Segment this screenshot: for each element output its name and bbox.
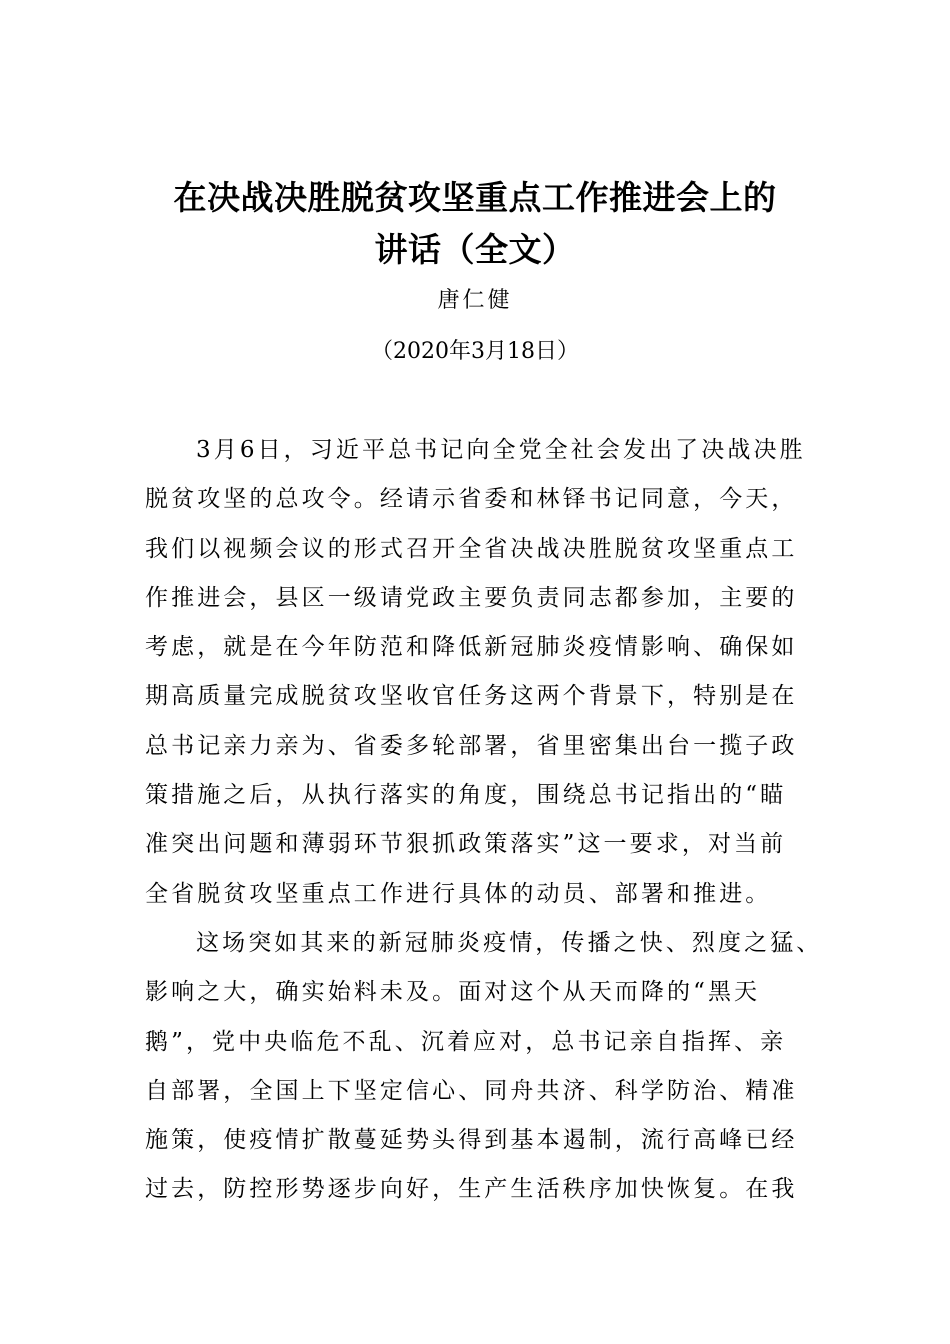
body-line: 脱贫攻坚的总攻令。经请示省委和林铎书记同意，今天， [145, 486, 798, 513]
body-line: 自部署，全国上下坚定信心、同舟共济、科学防治、精准 [145, 1077, 798, 1104]
body-line: 策措施之后，从执行落实的角度，围绕总书记指出的“瞄 [145, 782, 787, 809]
body-line: 考虑，就是在今年防范和降低新冠肺炎疫情影响、确保如 [145, 634, 798, 661]
author-name: 唐仁健 [437, 288, 513, 313]
body-line: 我们以视频会议的形式召开全省决战决胜脱贫攻坚重点工 [145, 535, 798, 562]
body-line: 鹅”，党中央临危不乱、沉着应对，总书记亲自指挥、亲 [145, 1028, 787, 1055]
document-title [140, 172, 810, 276]
body-line: 这场突如其来的新冠肺炎疫情，传播之快、烈度之猛、 [196, 929, 823, 956]
title-line-2: 讲话（全文） [374, 230, 576, 269]
body-line: 总书记亲力亲为、省委多轮部署，省里密集出台一揽子政 [145, 732, 798, 759]
title-line-1: 在决战决胜脱贫攻坚重点工作推进会上的 [173, 178, 777, 217]
body-text [145, 430, 835, 1219]
speech-date: （2020年3月18日） [371, 339, 579, 364]
body-line: 全省脱贫攻坚重点工作进行具体的动员、部署和推进。 [145, 880, 772, 907]
body-line: 影响之大，确实始料未及。面对这个从天而降的“黑天 [145, 979, 761, 1006]
body-line: 过去，防控形势逐步向好，生产生活秩序加快恢复。在我 [145, 1176, 798, 1203]
body-line: 作推进会，县区一级请党政主要负责同志都参加，主要的 [145, 584, 798, 611]
body-line: 施策，使疫情扩散蔓延势头得到基本遏制，流行高峰已经 [145, 1127, 798, 1154]
body-line: 期高质量完成脱贫攻坚收官任务这两个背景下，特别是在 [145, 683, 798, 710]
body-line: 准突出问题和薄弱环节狠抓政策落实”这一要求，对当前 [145, 831, 787, 858]
body-line: 3月6日，习近平总书记向全党全社会发出了决战决胜 [196, 437, 806, 463]
